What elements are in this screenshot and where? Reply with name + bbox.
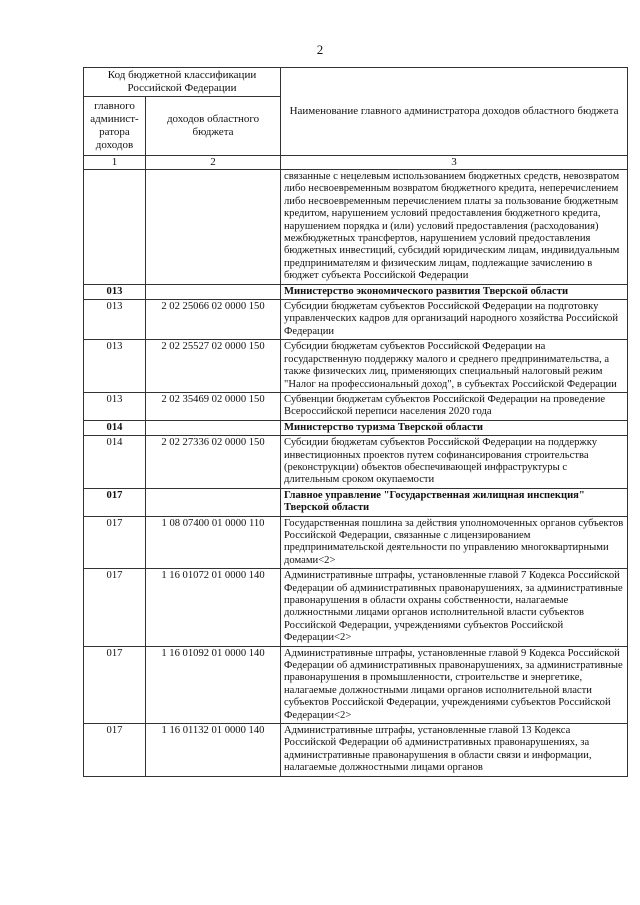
revenue-code-cell: 2 02 27336 02 0000 150 — [146, 436, 281, 489]
name-cell: Субсидии бюджетам субъектов Российской Федерации на подготовку управленческих кадров для организаций народного хозяйства Российской Федерации — [281, 300, 628, 340]
name-cell: Главное управление "Государственная жилищная инспекция" Тверской области — [281, 488, 628, 516]
name-cell: Административные штрафы, установленные главой 13 Кодекса Российской Федерации об административных правонарушениях, за административные правонарушения в области связи и информации, налагаемые должностными лицами органов — [281, 724, 628, 777]
admin-code-cell — [84, 170, 146, 285]
header-row-group — [84, 68, 628, 97]
revenue-code-cell: 1 16 01132 01 0000 140 — [146, 724, 281, 777]
page-number: 2 — [316, 42, 324, 57]
revenue-code-cell — [146, 420, 281, 435]
budget-classification-table — [83, 67, 628, 777]
column-number-3: 3 — [281, 156, 628, 170]
admin-code-cell: 017 — [84, 724, 146, 777]
name-cell: Субсидии бюджетам субъектов Российской Федерации на поддержку инвестиционных проектов путем софинансирования строительства (реконструкции) объектов обеспечивающей инфраструктуры с длительным сроком окупаемости — [281, 436, 628, 489]
name-cell: связанные с нецелевым использованием бюджетных средств, невозвратом либо несвоевременным возвратом бюджетного кредита, неперечислением либо несвоевременным перечислением платы за пользование бюджетным кредитом, нарушением условий предоставления бюджетного кредита, нарушением порядка и (или) условий предоставления (расходования) межбюджетных трансфертов, нарушением условий предоставления бюджетных инвестиций, субсидий юридическим лицам, индивидуальным предпринимателям и физическим лицам, подлежащие зачислению в бюджет субъекта Российской Федерации — [281, 170, 628, 285]
admin-code-cell: 017 — [84, 569, 146, 646]
header-revenue-cell: доходов областного бюджета — [146, 97, 281, 156]
admin-code-cell: 017 — [84, 646, 146, 723]
admin-code-cell: 017 — [84, 488, 146, 516]
header-group-cell: Код бюджетной классификации Российской Федерации — [84, 68, 281, 97]
admin-code-cell: 013 — [84, 340, 146, 393]
revenue-code-cell: 1 16 01072 01 0000 140 — [146, 569, 281, 646]
admin-code-cell: 013 — [84, 392, 146, 420]
revenue-code-cell: 1 08 07400 01 0000 110 — [146, 516, 281, 569]
table-row — [84, 436, 628, 489]
revenue-code-cell: 1 16 01092 01 0000 140 — [146, 646, 281, 723]
admin-code-cell: 013 — [84, 284, 146, 299]
revenue-code-cell: 2 02 25066 02 0000 150 — [146, 300, 281, 340]
name-cell: Административные штрафы, установленные главой 9 Кодекса Российской Федерации об административных правонарушениях, за административные правонарушения в промышленности, строительстве и энергетике, налагаемые должностными лицами органов исполнительной власти субъектов Российской Федерации, учреждениями субъектов Российской Федерации<2> — [281, 646, 628, 723]
name-cell: Субсидии бюджетам субъектов Российской Федерации на государственную поддержку малого и среднего предпринимательства, а также физических лиц, применяющих специальный налоговый режим "Налог на профессиональный доход", в субъектах Российской Федерации — [281, 340, 628, 393]
admin-code-cell: 014 — [84, 420, 146, 435]
name-cell: Административные штрафы, установленные главой 7 Кодекса Российской Федерации об административных правонарушениях, за административные правонарушения в области охраны собственности, налагаемые должностными лицами органов исполнительной власти субъектов Российской Федерации, учреждениями субъектов Российской Федерации<2> — [281, 569, 628, 646]
name-cell: Субвенции бюджетам субъектов Российской Федерации на проведение Всероссийской переписи населения 2020 года — [281, 392, 628, 420]
table-row — [84, 569, 628, 646]
table-row-section — [84, 488, 628, 516]
admin-code-cell: 013 — [84, 300, 146, 340]
header-row-numbers — [84, 156, 628, 170]
admin-code-cell: 017 — [84, 516, 146, 569]
table-row-section — [84, 420, 628, 435]
header-name-cell: Наименование главного администратора доходов областного бюджета — [281, 68, 628, 156]
table-row — [84, 646, 628, 723]
table-row — [84, 516, 628, 569]
table-row — [84, 170, 628, 285]
table-row — [84, 392, 628, 420]
table-row-section — [84, 284, 628, 299]
header-admin-cell: главного админист-ратора доходов — [84, 97, 146, 156]
revenue-code-cell — [146, 170, 281, 285]
name-cell: Министерство туризма Тверской области — [281, 420, 628, 435]
revenue-code-cell: 2 02 25527 02 0000 150 — [146, 340, 281, 393]
table-row — [84, 340, 628, 393]
column-number-2: 2 — [146, 156, 281, 170]
revenue-code-cell — [146, 284, 281, 299]
column-number-1: 1 — [84, 156, 146, 170]
revenue-code-cell — [146, 488, 281, 516]
table-row — [84, 300, 628, 340]
revenue-code-cell: 2 02 35469 02 0000 150 — [146, 392, 281, 420]
name-cell: Государственная пошлина за действия уполномоченных органов субъектов Российской Федерации, связанные с лицензированием предпринимательской деятельности по управлению многоквартирными домами<2> — [281, 516, 628, 569]
name-cell: Министерство экономического развития Тверской области — [281, 284, 628, 299]
admin-code-cell: 014 — [84, 436, 146, 489]
table-row — [84, 724, 628, 777]
